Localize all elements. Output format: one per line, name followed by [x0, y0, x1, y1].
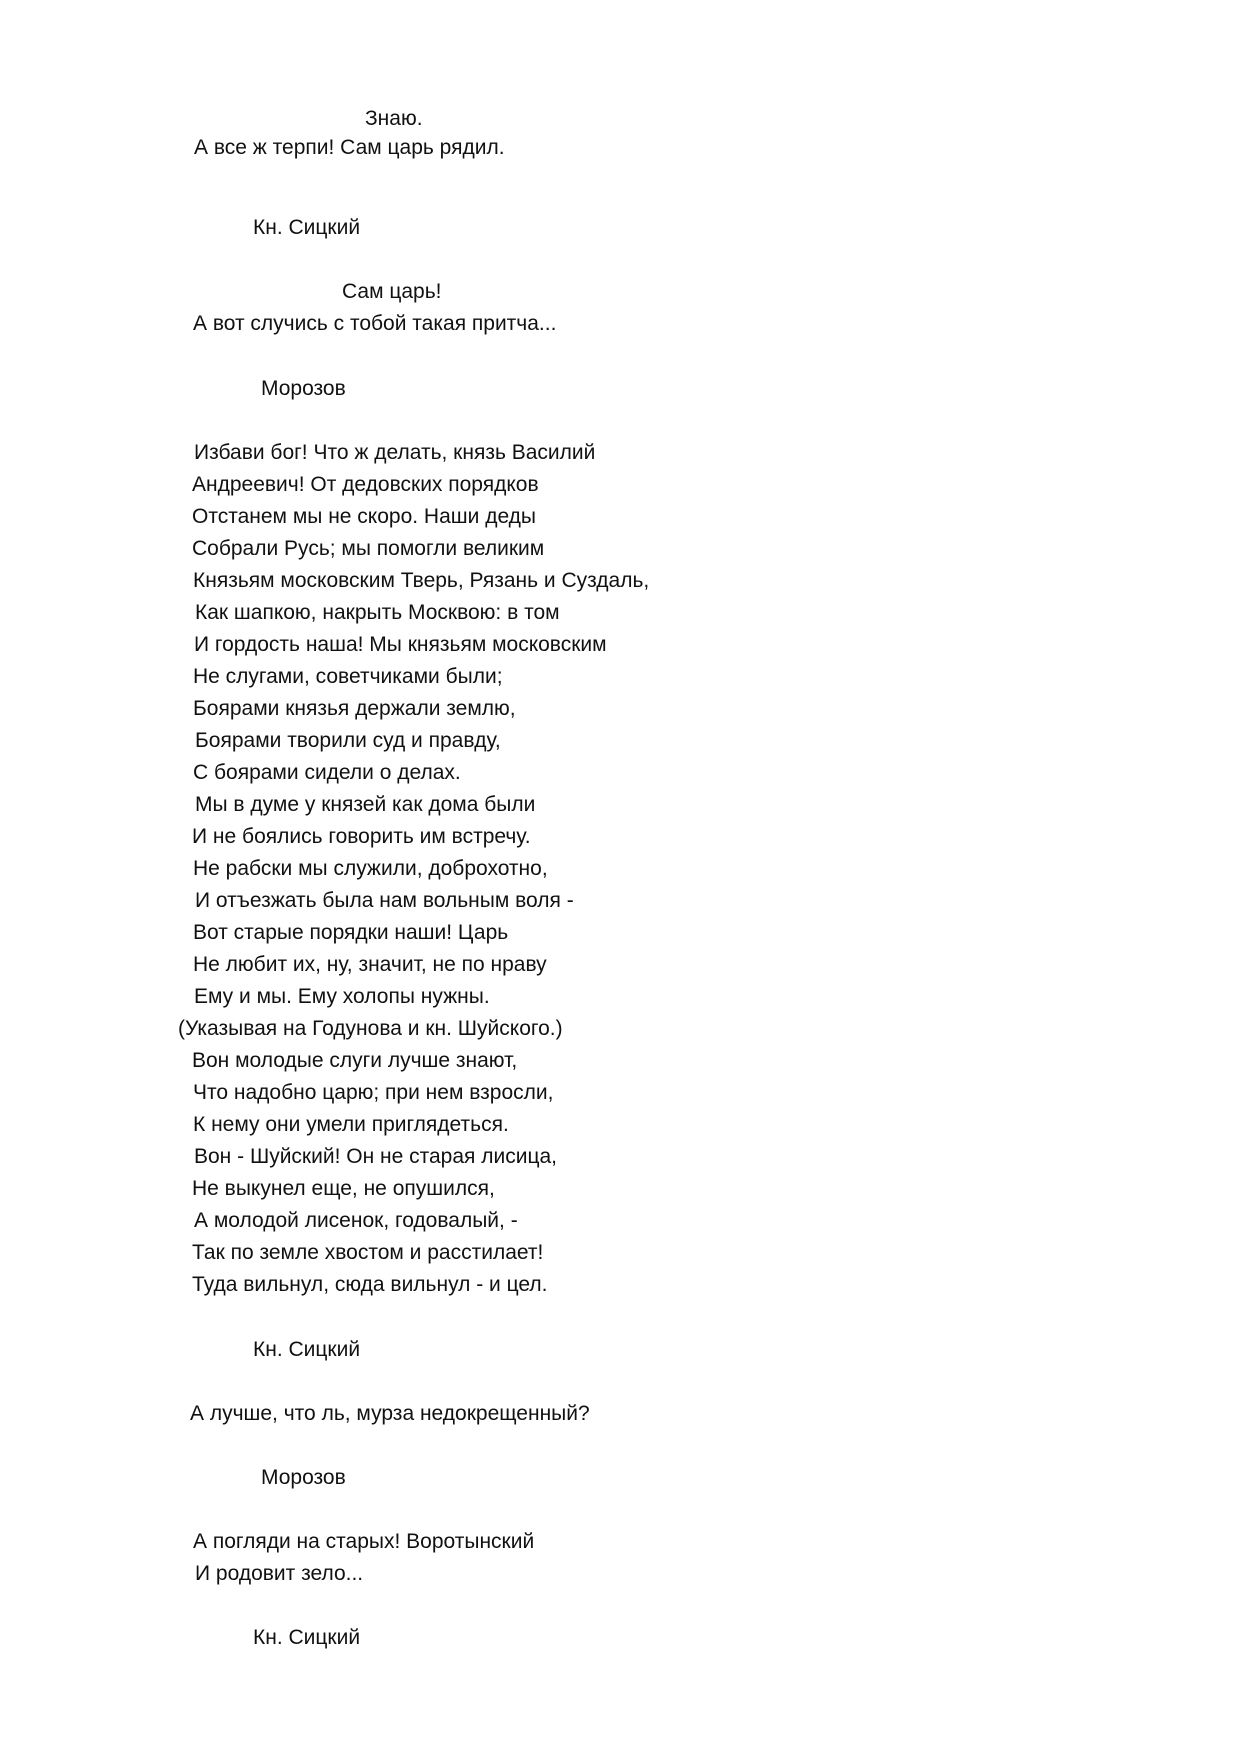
verse-line: И отъезжать была нам вольным воля -	[195, 889, 574, 912]
stage-direction: (Указывая на Годунова и кн. Шуйского.)	[178, 1017, 563, 1040]
verse-line: С боярами сидели о делах.	[193, 761, 461, 784]
verse-line: Вон молодые слуги лучше знают,	[192, 1049, 518, 1072]
verse-line: А лучше, что ль, мурза недокрещенный?	[190, 1402, 590, 1425]
verse-line: Ему и мы. Ему холопы нужны.	[194, 985, 490, 1008]
verse-line: Не слугами, советчиками были;	[193, 665, 503, 688]
verse-line: Боярами творили суд и правду,	[195, 729, 501, 752]
verse-line: И не боялись говорить им встречу.	[192, 825, 531, 848]
verse-line: Андреевич! От дедовских порядков	[192, 473, 539, 496]
speaker-name: Морозов	[261, 1466, 346, 1489]
speaker-name: Кн. Сицкий	[253, 1626, 361, 1649]
verse-line: Так по земле хвостом и расстилает!	[192, 1241, 544, 1264]
speaker-name: Морозов	[261, 377, 346, 400]
verse-line: И гордость наша! Мы князьям московским	[194, 633, 607, 656]
verse-line: Сам царь!	[342, 280, 442, 303]
verse-line: Вон - Шуйский! Он не старая лисица,	[194, 1145, 557, 1168]
verse-line: А погляди на старых! Воротынский	[193, 1530, 535, 1553]
verse-line: Мы в думе у князей как дома были	[195, 793, 536, 816]
verse-line: А вот случись с тобой такая притча...	[193, 312, 557, 335]
verse-line: А молодой лисенок, годовалый, -	[194, 1209, 518, 1232]
verse-line: А все ж терпи! Сам царь рядил.	[194, 136, 505, 159]
verse-line: Боярами князья держали землю,	[193, 697, 516, 720]
verse-line: К нему они умели приглядеться.	[193, 1113, 509, 1136]
speaker-name: Кн. Сицкий	[253, 216, 361, 239]
verse-line: Что надобно царю; при нем взросли,	[193, 1081, 554, 1104]
verse-line: Князьям московским Тверь, Рязань и Суздаль,	[193, 569, 650, 592]
verse-line: Отстанем мы не скоро. Наши деды	[192, 505, 537, 528]
verse-line: Не любит их, ну, значит, не по нраву	[193, 953, 547, 976]
verse-line: Знаю.	[365, 107, 423, 130]
speaker-name: Кн. Сицкий	[253, 1338, 361, 1361]
verse-line: Не выкунел еще, не опушился,	[192, 1177, 495, 1200]
verse-line: Вот старые порядки наши! Царь	[193, 921, 509, 944]
verse-line: Как шапкою, накрыть Москвою: в том	[195, 601, 560, 624]
verse-line: Собрали Русь; мы помогли великим	[192, 537, 545, 560]
verse-line: И родовит зело...	[195, 1562, 364, 1585]
verse-line: Не рабски мы служили, доброхотно,	[193, 857, 548, 880]
verse-line: Избави бог! Что ж делать, князь Василий	[194, 441, 596, 464]
verse-line: Туда вильнул, сюда вильнул - и цел.	[192, 1273, 548, 1296]
